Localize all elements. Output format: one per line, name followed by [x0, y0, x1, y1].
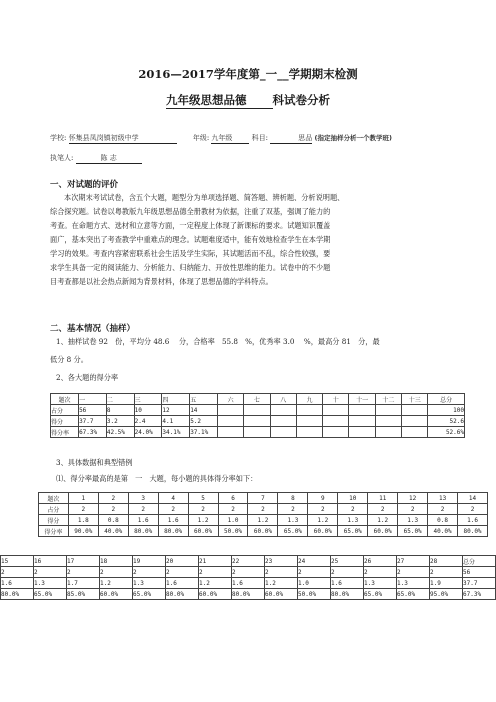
table-cell: 20 [166, 556, 199, 567]
table-cell [349, 405, 375, 416]
table-cell: 2 [298, 567, 331, 578]
table-cell: 2 [430, 567, 463, 578]
table-cell: 80.0% [128, 526, 158, 537]
table-cell: 8 [278, 493, 308, 504]
table-cell: 34.1% [162, 427, 190, 438]
para-line: 求学生具备一定的阅读能力、分析能力、归纳能力、开放性思维的能力。试卷中的不少题 [50, 263, 331, 272]
table-cell: 1.3 [397, 578, 430, 589]
table-cell: 1.0 [218, 515, 248, 526]
table-cell: 27 [397, 556, 430, 567]
table-cell: 2 [158, 504, 188, 515]
table-row [1, 556, 496, 567]
table-cell: 67.3% [463, 589, 496, 600]
table-cell [349, 416, 375, 427]
table-cell: 18 [100, 556, 133, 567]
table-cell [402, 416, 428, 427]
table-cell: 2 [218, 504, 248, 515]
table-cell: 0.8 [428, 515, 458, 526]
table-cell [270, 416, 296, 427]
table-cell: 1.6 [232, 578, 265, 589]
table-cell: 12 [398, 493, 428, 504]
table-cell: 九 [296, 394, 322, 405]
table-cell: 65.0% [338, 526, 368, 537]
table-row [1, 567, 496, 578]
table-cell [375, 405, 401, 416]
table-cell: 2 [364, 567, 397, 578]
table-cell: 1.6 [458, 515, 488, 526]
table-cell: 1.3 [133, 578, 166, 589]
table-cell: 40.0% [428, 526, 458, 537]
table-cell: 60.0% [100, 589, 133, 600]
table-cell: 65.0% [397, 589, 430, 600]
table-cell [217, 416, 243, 427]
para-line: 综合探究题。试卷以粤教版九年级思想品德全册教材为依据，注重了双基，强调了能力的 [50, 207, 331, 216]
document-subtitle [0, 92, 496, 109]
sample-stats-cont: 低分 8 分。 [50, 355, 88, 364]
table-cell: 6 [218, 493, 248, 504]
table-cell: 得分 [51, 416, 79, 427]
table-cell: 2 [128, 504, 158, 515]
para-line: 目考查都是以社会热点新闻为背景材料，体现了思想品德的学科特点。 [50, 277, 273, 286]
table-cell: 十一 [349, 394, 375, 405]
table-row [1, 589, 496, 600]
table-cell: 16 [34, 556, 67, 567]
table-cell: 总分 [428, 394, 465, 405]
table-cell: 1.2 [199, 578, 232, 589]
table-cell: 60.0% [265, 589, 298, 600]
author-value: 陈 志 [76, 153, 142, 164]
table-cell: 2 [188, 504, 218, 515]
table-cell: 得分率 [39, 526, 69, 537]
table-cell: 7 [248, 493, 278, 504]
table-cell: 2 [133, 567, 166, 578]
table-cell [244, 405, 270, 416]
table-cell [375, 427, 401, 438]
sample-stats: 1、抽样试卷 92 份，平均分 48.6 分，合格率 55.8 %，优秀率 3.0 %，最高分 81 分，最 [56, 337, 380, 346]
table-cell [217, 427, 243, 438]
table-cell: 2 [67, 567, 100, 578]
table-cell: 22 [232, 556, 265, 567]
table-row [39, 493, 488, 504]
table-cell: 50.0% [218, 526, 248, 537]
table-cell: 2 [428, 504, 458, 515]
table-cell [244, 416, 270, 427]
table-cell: 100 [428, 405, 465, 416]
section-score-table [50, 393, 465, 438]
table-cell: 26 [364, 556, 397, 567]
table-cell: 60.0% [199, 589, 232, 600]
table-cell: 0.8 [98, 515, 128, 526]
table-cell: 65.0% [398, 526, 428, 537]
table-cell: 23 [265, 556, 298, 567]
table-cell: 1.6 [1, 578, 34, 589]
table-row [39, 526, 488, 537]
table-cell: 80.0% [458, 526, 488, 537]
table-cell: 50.0% [298, 589, 331, 600]
table-cell [402, 405, 428, 416]
table-cell: 56 [79, 405, 107, 416]
table-cell: 60.0% [248, 526, 278, 537]
table-cell: 3 [128, 493, 158, 504]
table-cell: 67.3% [79, 427, 107, 438]
para-line: 本次期末考试试卷，含五个大题，题型分为单项选择题、简答题、辨析题、分析说明题、 [64, 193, 345, 202]
author-label: 执笔人: [50, 154, 74, 162]
section2-heading: 二、基本情况（抽样） [50, 324, 136, 334]
table-cell: 21 [199, 556, 232, 567]
highest-rate-line: ⑴、得分率最高的是第 一 大题，每小题的具体得分率如下： [56, 474, 258, 483]
table-cell [375, 416, 401, 427]
table-cell [323, 416, 349, 427]
table-cell: 2 [100, 567, 133, 578]
table-cell: 占分 [39, 504, 69, 515]
table-cell: 六 [217, 394, 243, 405]
table-cell: 十三 [402, 394, 428, 405]
subject-value: 思品 [270, 133, 312, 144]
table-cell [323, 427, 349, 438]
table-cell: 14 [458, 493, 488, 504]
table-cell: 2 [98, 493, 128, 504]
table-cell: 37.1% [190, 427, 218, 438]
para-line: 考查。在命题方式、选材和立意等方面，一定程度上体现了新课标的要求。试题知识覆盖 [50, 221, 331, 230]
table-cell: 17 [67, 556, 100, 567]
table-cell: 2 [331, 567, 364, 578]
table-cell: 80.0% [331, 589, 364, 600]
table-cell: 2 [278, 504, 308, 515]
table-cell: 1.8 [68, 515, 98, 526]
table-cell: 24 [298, 556, 331, 567]
table-cell: 1.2 [188, 515, 218, 526]
table-cell [244, 427, 270, 438]
table-cell: 1.2 [368, 515, 398, 526]
table-cell: 11 [368, 493, 398, 504]
question-table-1 [38, 492, 488, 537]
table-cell: 四 [162, 394, 190, 405]
school-label: 学校: [50, 134, 67, 142]
subtitle-suffix: 科试卷分析 [272, 93, 330, 107]
table-cell: 1.3 [278, 515, 308, 526]
table-cell [217, 405, 243, 416]
table-cell: 60.0% [308, 526, 338, 537]
table-cell: 28 [430, 556, 463, 567]
table-cell [270, 405, 296, 416]
table-cell: 二 [106, 394, 134, 405]
table-cell: 80.0% [166, 589, 199, 600]
detail-heading: 3、具体数据和典型错例 [56, 458, 133, 467]
table-cell: 1.6 [331, 578, 364, 589]
table-cell: 40.0% [98, 526, 128, 537]
table-cell: 95.0% [430, 589, 463, 600]
table-cell: 42.5% [106, 427, 134, 438]
table-cell [296, 416, 322, 427]
table-row [51, 416, 465, 427]
table-cell: 七 [244, 394, 270, 405]
subtitle-grade: 九年级 [166, 93, 201, 107]
info-line [50, 133, 392, 144]
table-cell: 12 [162, 405, 190, 416]
table-cell: 2 [1, 567, 34, 578]
table-cell: 2 [166, 567, 199, 578]
table-cell: 一 [79, 394, 107, 405]
table-row [51, 394, 465, 405]
table-cell: 60.0% [188, 526, 218, 537]
table-cell: 2.4 [134, 416, 162, 427]
grade-label: 年级: [192, 134, 210, 142]
table-cell: 占分 [51, 405, 79, 416]
question-table-2 [0, 555, 496, 600]
table-row [39, 504, 488, 515]
table-cell: 10 [134, 405, 162, 416]
para-line: 学习的效果。考查内容紧密联系社会生活及学生实际，其试题活而不乱，综合性较强，要 [50, 249, 331, 258]
table-cell: 80.0% [1, 589, 34, 600]
table-cell: 4 [158, 493, 188, 504]
table-cell: 90.0% [68, 526, 98, 537]
table-cell: 题次 [39, 493, 69, 504]
table-cell: 3.2 [106, 416, 134, 427]
table-row [39, 515, 488, 526]
table-cell: 80.0% [232, 589, 265, 600]
table-cell [270, 427, 296, 438]
table-cell: 1.3 [398, 515, 428, 526]
table-cell: 1.2 [100, 578, 133, 589]
table-cell: 19 [133, 556, 166, 567]
author-line [50, 153, 142, 164]
table-cell: 2 [338, 504, 368, 515]
section1-heading: 一、对试题的评价 [50, 180, 119, 190]
table-cell: 得分率 [51, 427, 79, 438]
table-cell: 十二 [375, 394, 401, 405]
table-cell: 1.0 [298, 578, 331, 589]
table-cell: 八 [270, 394, 296, 405]
table-cell: 1.2 [308, 515, 338, 526]
table-cell: 80.0% [158, 526, 188, 537]
para-line: 面广，基本突出了考查教学中重难点的理念。试题难度适中，能有效地检查学生在本学期 [50, 235, 331, 244]
table-cell: 37.7 [79, 416, 107, 427]
section1-body [50, 191, 460, 289]
table-cell [323, 405, 349, 416]
school-value: 怀集县凤岗镇初级中学 [69, 133, 177, 144]
table-cell: 14 [190, 405, 218, 416]
table-cell: 56 [463, 567, 496, 578]
table-cell: 37.7 [463, 578, 496, 589]
table-row [51, 427, 465, 438]
score-rate-heading: 2、各大题的得分率 [56, 373, 119, 382]
table-cell: 9 [308, 493, 338, 504]
table-cell: 5.2 [190, 416, 218, 427]
table-cell: 24.0% [134, 427, 162, 438]
table-row [1, 578, 496, 589]
table-cell: 1.7 [67, 578, 100, 589]
table-cell: 得分 [39, 515, 69, 526]
table-cell: 2 [98, 504, 128, 515]
table-cell: 15 [1, 556, 34, 567]
sample-note: (指定抽样分析一个教学班) [314, 134, 392, 142]
table-cell: 三 [134, 394, 162, 405]
table-cell: 65.0% [278, 526, 308, 537]
table-cell: 2 [232, 567, 265, 578]
table-cell: 1.2 [248, 515, 278, 526]
table-cell: 1.9 [430, 578, 463, 589]
table-cell: 65.0% [133, 589, 166, 600]
table-cell: 85.0% [67, 589, 100, 600]
table-cell: 1.2 [265, 578, 298, 589]
table-cell [296, 427, 322, 438]
table-cell [349, 427, 375, 438]
table-cell: 52.6 [428, 416, 465, 427]
table-cell: 25 [331, 556, 364, 567]
table-cell: 1.3 [34, 578, 67, 589]
table-cell: 1.3 [364, 578, 397, 589]
table-cell [296, 405, 322, 416]
table-cell: 1.3 [338, 515, 368, 526]
table-row [51, 405, 465, 416]
table-cell: 13 [428, 493, 458, 504]
table-cell: 2 [308, 504, 338, 515]
table-cell: 十 [323, 394, 349, 405]
table-cell: 2 [265, 567, 298, 578]
table-cell: 2 [248, 504, 278, 515]
table-cell: 5 [188, 493, 218, 504]
table-cell: 65.0% [364, 589, 397, 600]
table-cell: 1.6 [158, 515, 188, 526]
table-cell: 2 [199, 567, 232, 578]
table-cell: 题次 [51, 394, 79, 405]
document-title: 2016—2017学年度第_一__学期期末检测 [138, 67, 358, 81]
table-cell: 10 [338, 493, 368, 504]
table-cell: 2 [368, 504, 398, 515]
subject-label: 科目: [251, 134, 269, 142]
table-cell: 1.6 [128, 515, 158, 526]
table-cell: 1.6 [166, 578, 199, 589]
subtitle-subject: 思想品德 [201, 92, 273, 109]
table-cell: 2 [458, 504, 488, 515]
table-cell: 52.6% [428, 427, 465, 438]
table-cell: 2 [398, 504, 428, 515]
table-cell: 2 [68, 504, 98, 515]
table-cell: 65.0% [34, 589, 67, 600]
table-cell: 8 [106, 405, 134, 416]
table-cell: 4.1 [162, 416, 190, 427]
table-cell: 总分 [463, 556, 496, 567]
table-cell: 1 [68, 493, 98, 504]
table-cell: 2 [34, 567, 67, 578]
table-cell: 2 [397, 567, 430, 578]
grade-value: 九年级 [211, 133, 249, 144]
table-cell [402, 427, 428, 438]
table-cell: 60.0% [368, 526, 398, 537]
table-cell: 五 [190, 394, 218, 405]
